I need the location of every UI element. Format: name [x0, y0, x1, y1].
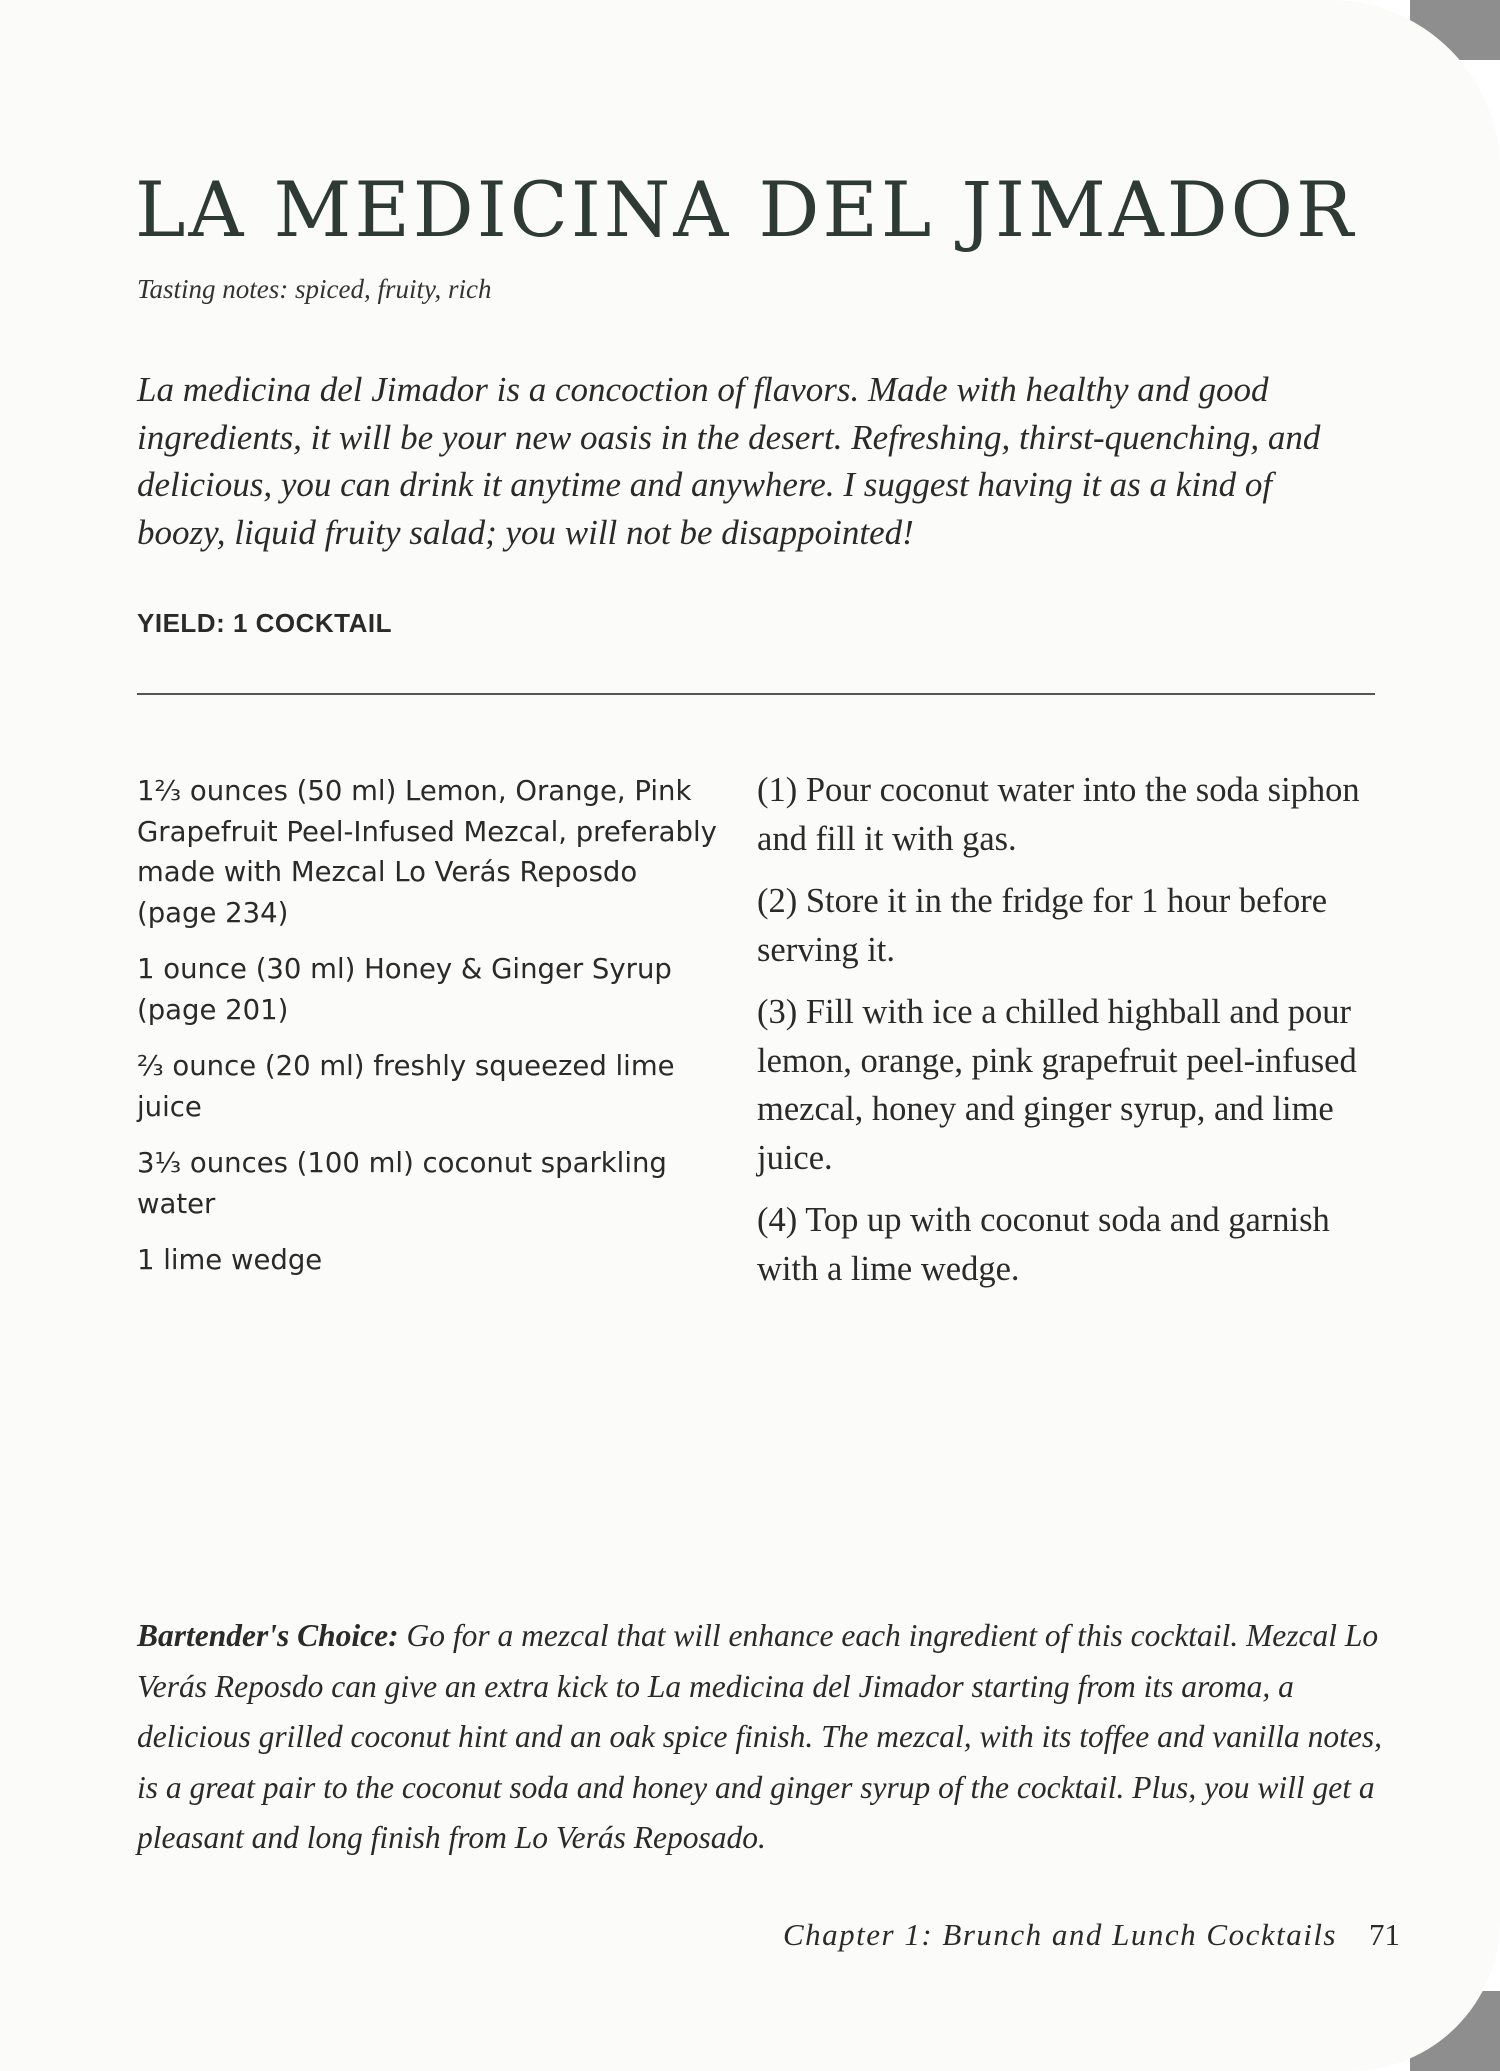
recipe-intro: La medicina del Jimador is a concoction of flavors. Made with healthy and good ingredients, it will be your new oasis in the desert. Refreshing, thirst-quenching, and delicious, you can drink it anytime and anywhere. I suggest having it as a kind of boozy, liquid fruity salad; you will not be disappointed!	[137, 370, 1321, 552]
ingredient-item: 1⅔ ounces (50 ml) Lemon, Orange, Pink Grapefruit Peel-Infused Mezcal, preferably made with Mezcal Lo Verás Reposdo (page 234)	[137, 775, 717, 929]
bartenders-choice-text: Go for a mezcal that will enhance each ingredient of this cocktail. Mezcal Lo Verás Reposdo can give an extra kick to La medicina del Jimador starting from its aroma, a delicious grilled coconut hint and an oak spice finish. The mezcal, with its toffee and vanilla notes, is a great pair to the coconut soda and honey and ginger syrup of the cocktail. Plus, you will get a pleasant and long finish from Lo Verás Reposado.	[137, 1618, 1382, 1855]
instruction-steps	[757, 766, 1387, 1307]
ingredient-list	[137, 771, 717, 1297]
ingredient-item: 1 lime wedge	[137, 1244, 323, 1276]
ingredient-item: 3⅓ ounces (100 ml) coconut sparkling water	[137, 1147, 667, 1220]
recipe-title: LA MEDICINA DEL JIMADOR	[135, 165, 1357, 254]
bartenders-choice-label: Bartender's Choice:	[137, 1618, 399, 1653]
ingredient-item: 1 ounce (30 ml) Honey & Ginger Syrup (page 201)	[137, 953, 672, 1026]
instruction-step: (3) Fill with ice a chilled highball and pour lemon, orange, pink grapefruit peel-infused mezcal, honey and ginger syrup, and lime juice.	[757, 993, 1357, 1177]
section-divider	[137, 693, 1375, 695]
page-number: 71	[1369, 1917, 1400, 1952]
instruction-step: (1) Pour coconut water into the soda siphon and fill it with gas.	[757, 771, 1360, 858]
page-footer	[660, 1917, 1400, 1953]
instruction-step: (4) Top up with coconut soda and garnish with a lime wedge.	[757, 1201, 1330, 1288]
chapter-title: Chapter 1: Brunch and Lunch Cocktails	[782, 1917, 1337, 1952]
bartenders-choice	[137, 1611, 1407, 1864]
ingredient-item: ⅔ ounce (20 ml) freshly squeezed lime juice	[137, 1050, 675, 1123]
recipe-yield: YIELD: 1 COCKTAIL	[137, 608, 393, 638]
tasting-notes: Tasting notes: spiced, fruity, rich	[137, 274, 492, 304]
instruction-step: (2) Store it in the fridge for 1 hour before serving it.	[757, 882, 1328, 969]
